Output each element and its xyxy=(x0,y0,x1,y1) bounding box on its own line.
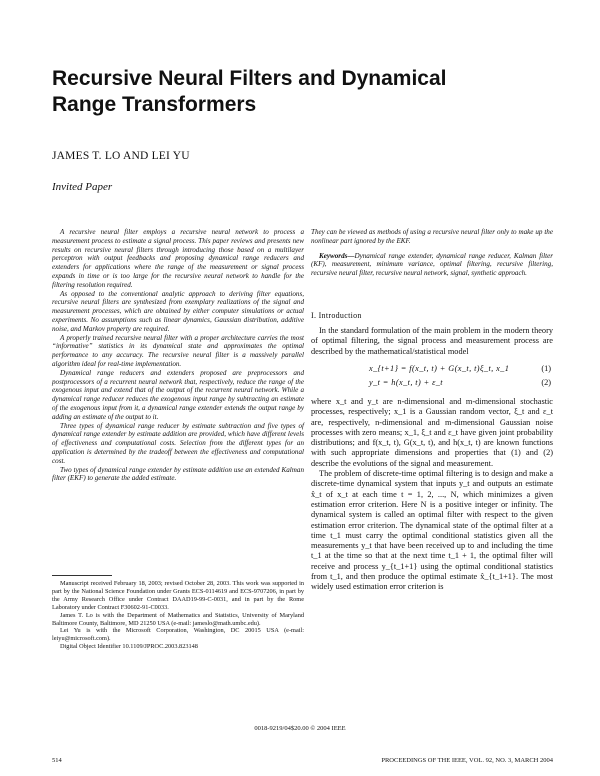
authors: JAMES T. LO AND LEI YU xyxy=(52,150,190,162)
abstract-paragraph: Dynamical range reducers and extenders proposed are preprocessors and postprocessors of a recurrent neural network that, respectively, reduce the range of the exogenous input and extend that of the output of the recurrent neural network. While a dynamical range reducer reduces the exogenous input range by subtracting an estimate of the exogenous input from it, a dynamical range extender extends the output range by adding an estimate of the output to it. xyxy=(52,368,304,421)
abstract-paragraph: A recursive neural filter employs a recursive neural network to process a measurement process to estimate a signal process. This paper reviews and presents new results on recursive neural filters through introducing those based on a multilayer perceptron with output feedbacks and proposing dynamical range reducers and extenders for applications where the range of the measurement or signal process expands in time or is too large for the recursive neural network to handle for the filtering resolution required. xyxy=(52,228,304,289)
abstract-paragraph: As opposed to the conventional analytic approach to deriving filter equations, recursive neural filters are synthesized from exemplary realizations of the signal and measurement processes, which are obtained by either computer simulations or actual experiments. No assumptions such as linear dynamics, Gaussian distribution, additive noise, and Markov property are required. xyxy=(52,289,304,333)
footnote-author-yu: Lei Yu is with the Microsoft Corporation, Washington, DC 20015 USA (e-mail: leiyu@microsoft.com). xyxy=(52,627,304,643)
equation-1 xyxy=(311,364,553,376)
footnote-rule xyxy=(52,575,112,576)
equation-1-expr: x_{t+1} = f(x_t, t) + G(x_t, t)ξ_t, x_1 xyxy=(369,364,510,373)
equation-2 xyxy=(311,378,553,390)
paper-title: Recursive Neural Filters and Dynamical Range Transformers xyxy=(52,67,447,116)
abstract-paragraph: A properly trained recursive neural filter with a proper architecture carries the most “informative” statistics in its dynamical state and approximates the optimal performance to any accuracy. The recursive neural filter is a massively parallel algorithm ideal for real-time implementation. xyxy=(52,333,304,368)
paper-type: Invited Paper xyxy=(52,181,113,193)
abstract-continued-block xyxy=(311,228,553,278)
abstract-paragraph: Two types of dynamical range extender by estimate addition use an extended Kalman filter (EKF) to generate the added estimate. xyxy=(52,465,304,483)
abstract-continued: They can be viewed as methods of using a recursive neural filter only to make up the nonlinear part ignored by the EKF. xyxy=(311,228,553,245)
equation-2-expr: y_t = h(x_t, t) + ε_t xyxy=(369,378,444,387)
equation-1-number: (1) xyxy=(541,364,551,373)
journal-info: PROCEEDINGS OF THE IEEE, VOL. 92, NO. 3, MARCH 2004 xyxy=(381,757,553,764)
issn-line: 0018-9219/04$20.00 © 2004 IEEE xyxy=(254,725,346,732)
keywords-text: Dynamical range extender, dynamical range reducer, Kalman filter (KF), measurement, minimum variance, optimal filtering, recursive filtering, recursive neural filter, recursive neural network, signal, synthetic approach. xyxy=(311,251,553,278)
footnotes xyxy=(52,580,304,651)
intro-paragraph-3: The problem of discrete-time optimal filtering is to design and make a discrete-time dynamical system that inputs y_t and outputs an estimate x̂_t of x_t at each time t = 1, 2, ..., N, which minimizes a given estimation error criterion. Here N is a positive integer or infinity. The dynamical system is called an optimal filter with respect to the given estimation error criterion. The dynamical state of the optimal filter at a time t_1 must carry the optimal conditional statistics given all the measurements y_t that have been received up to and including the time t_1 at the time so that at the next time t_1 + 1, the optimal filter will receive and process y_{t_1+1} using the optimal conditional statistics from t_1, and then produce the optimal estimate x̂_{t_1+1}. The most widely used estimation error criterion is xyxy=(311,469,553,592)
footnote-received: Manuscript received February 18, 2003; revised October 28, 2003. This work was supported in part by the National Science Foundation under Grants ECS-0114619 and ECS-9707206, in part by the Army Research Office under Contract DAAD19-99-C-0031, and in part by the Rome Laboratory under Contract F30602-91-C0033. xyxy=(52,580,304,611)
footnote-author-lo: James T. Lo is with the Department of Mathematics and Statistics, University of Maryland Baltimore County, Baltimore, MD 21250 USA (e-mail: jameslo@math.umbc.edu). xyxy=(52,611,304,627)
intro-body xyxy=(311,326,553,357)
intro-body-continued xyxy=(311,397,553,593)
keywords xyxy=(311,252,553,278)
abstract-paragraph: Three types of dynamical range reducer by estimate subtraction and five types of dynamical range extender by estimate addition are provided, which have different levels of effectiveness and computational costs. Selection from the different types for an application is determined by the tradeoff between the effectiveness and computational cost. xyxy=(52,421,304,465)
intro-paragraph-1: In the standard formulation of the main problem in the modern theory of optimal filtering, the signal process and measurement process are described by the mathematical/statistical model xyxy=(311,326,553,356)
abstract xyxy=(52,228,304,483)
section-heading: I. Introduction xyxy=(311,311,362,320)
footnote-doi: Digital Object Identifier 10.1109/JPROC.2003.823148 xyxy=(60,643,198,651)
page-number: 514 xyxy=(52,757,62,764)
keywords-label: Keywords— xyxy=(319,251,355,260)
equation-2-number: (2) xyxy=(541,378,551,387)
intro-paragraph-2: where x_t and y_t are n-dimensional and m-dimensional stochastic processes, respectively; x_1 is a Gaussian random vector, ξ_t and ε_t are, respectively, n-dimensional and m-dimensional Gaussian noise processes with zero means; x_1, ξ_t and ε_t have given joint probability distributions; and f(x_t, t), G(x_t, t), and h(x_t, t) are known functions with such appropriate dimensions and properties that (1) and (2) describe the evolutions of the signal and measurement. xyxy=(311,397,553,468)
